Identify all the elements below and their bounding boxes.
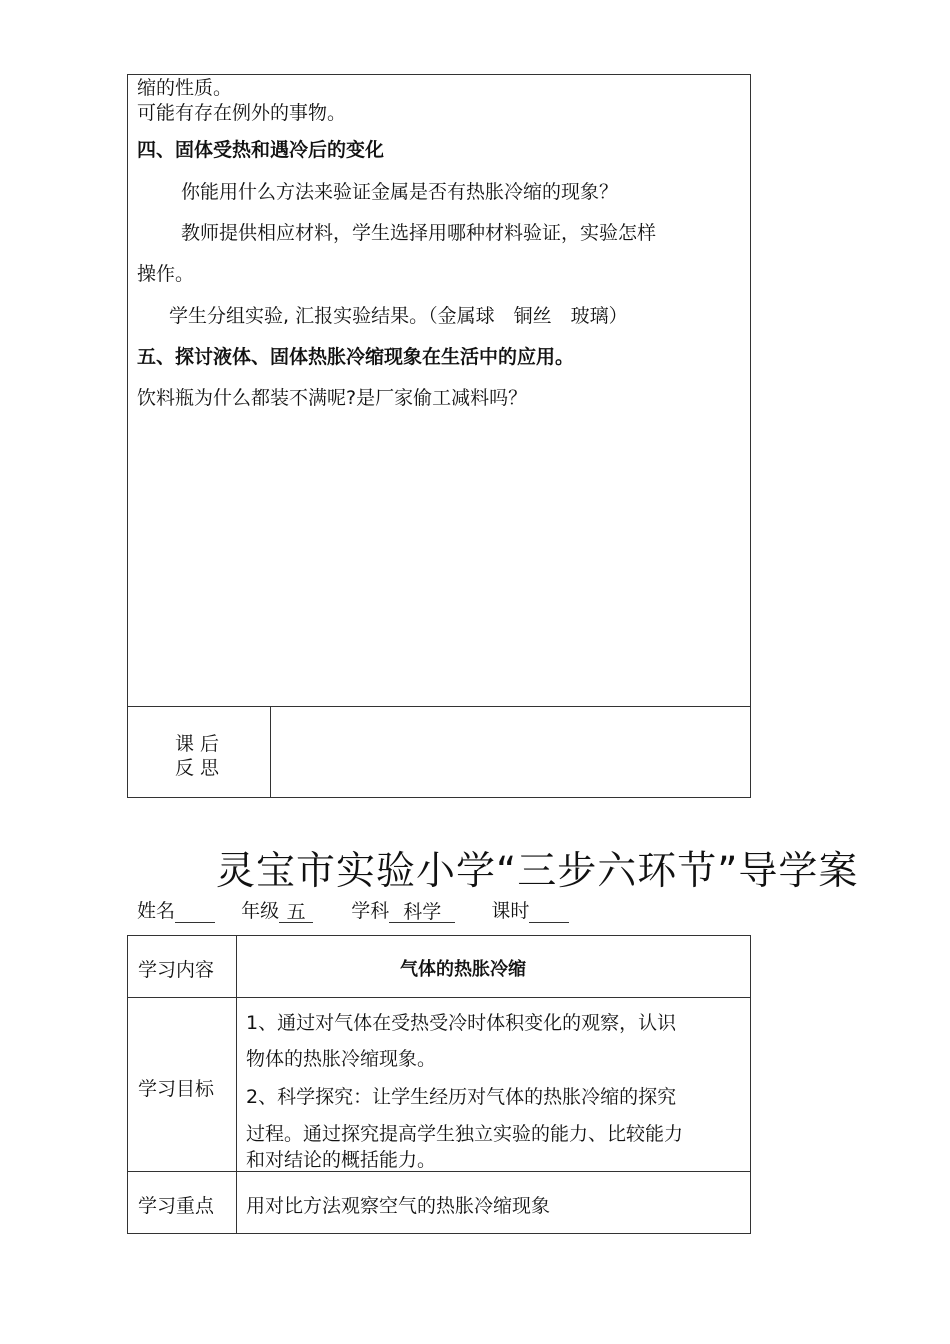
top-table-divider [127, 706, 751, 707]
focus-value: 用对比方法观察空气的热胀冷缩现象 [246, 1195, 551, 1217]
objective-line: 过程。通过探究提高学生独立实验的能力、比较能力 [246, 1123, 684, 1145]
objective-line: 1、通过对气体在受热受冷时体积变化的观察，认识 [246, 1012, 677, 1034]
subject-field: 科学 [389, 900, 455, 923]
info-table-row-divider [127, 997, 751, 998]
text-line: 缩的性质。 [137, 77, 233, 99]
content-label: 学习内容 [138, 959, 215, 981]
period-label: 课时 [491, 900, 530, 922]
grade-label: 年级 [241, 900, 280, 922]
name-label: 姓名 [137, 900, 176, 922]
text-line: 教师提供相应材料，学生选择用哪种材料验证，实验怎样 [181, 222, 657, 244]
reflection-label: 反 思 [175, 757, 220, 779]
info-table-row-divider [127, 1171, 751, 1172]
info-row [137, 899, 569, 923]
text-line: 操作。 [137, 263, 195, 285]
info-table-col-divider [236, 935, 237, 1234]
grade-field: 五 [279, 900, 313, 923]
text-line: 你能用什么方法来验证金属是否有热胀冷缩的现象？ [181, 181, 619, 203]
text-line: 可能有存在例外的事物。 [137, 102, 347, 124]
objective-line: 物体的热胀冷缩现象。 [246, 1048, 437, 1070]
objective-line: 和对结论的概括能力。 [246, 1149, 437, 1171]
text-line: 饮料瓶为什么都装不满呢?是厂家偷工减料吗？ [137, 387, 528, 409]
objective-line: 2、科学探究：让学生经历对气体的热胀冷缩的探究 [246, 1086, 677, 1108]
period-field [529, 900, 569, 923]
reflection-label: 课 后 [175, 733, 220, 755]
page-title: 灵宝市实验小学“三步六环节”导学案 [216, 849, 859, 894]
focus-label: 学习重点 [138, 1195, 215, 1217]
name-field [175, 900, 215, 923]
text-line: 学生分组实验, 汇报实验结果。（金属球 铜丝 玻璃） [169, 305, 628, 327]
subject-label: 学科 [351, 900, 390, 922]
section-heading: 五、探讨液体、固体热胀冷缩现象在生活中的应用。 [137, 346, 575, 368]
objectives-label: 学习目标 [138, 1078, 215, 1100]
content-value: 气体的热胀冷缩 [400, 959, 526, 980]
section-heading: 四、固体受热和遇冷后的变化 [137, 139, 385, 161]
top-table-col-divider [270, 706, 271, 798]
